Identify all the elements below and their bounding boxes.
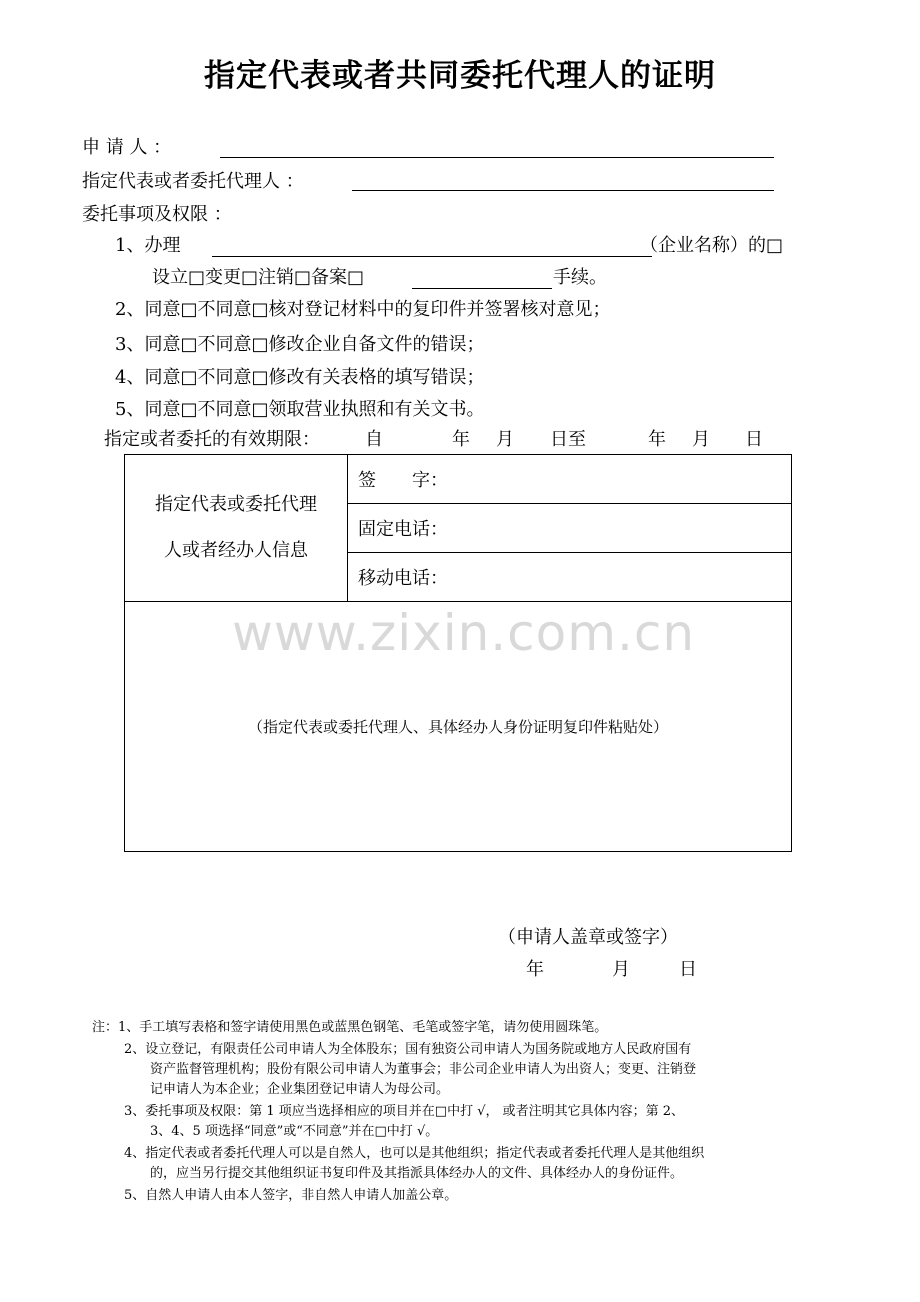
item1-other-field[interactable] — [412, 288, 552, 289]
note-5: 5、自然人申请人由本人签字，非自然人申请人加盖公章。 — [124, 1188, 458, 1203]
mobile-cell[interactable]: 移动电话： — [348, 553, 792, 602]
note-3-line2: 3、4、5 项选择“同意”或“不同意”并在□中打 √。 — [150, 1124, 439, 1139]
landline-cell[interactable]: 固定电话： — [348, 504, 792, 553]
note-4-line1: 4、指定代表或者委托代理人可以是自然人，也可以是其他组织；指定代表或者委托代理人是其他组织 — [124, 1146, 705, 1161]
validity-day1: 日至 — [550, 429, 586, 450]
item2: 2、同意□不同意□核对登记材料中的复印件并签署核对意见； — [115, 299, 611, 320]
item1-end: 手续。 — [553, 267, 607, 288]
validity-day2: 日 — [745, 429, 763, 450]
agent-info-header-line1: 指定代表或委托代理 — [155, 494, 317, 515]
watermark: www.zixin.com.cn — [232, 604, 696, 662]
item4: 4、同意□不同意□修改有关表格的填写错误； — [115, 367, 485, 388]
item1-prefix: 1、办理 — [115, 235, 181, 256]
seal-month: 月 — [612, 959, 630, 980]
validity-month1: 月 — [496, 429, 514, 450]
note-2-line3: 记申请人为本企业；企业集团登记申请人为母公司。 — [150, 1082, 450, 1097]
agent-field[interactable] — [352, 190, 774, 191]
agent-label: 指定代表或者委托代理人 ： — [82, 171, 304, 192]
item1-options: 设立□变更□注销□备案□ — [152, 267, 365, 288]
validity-year2: 年 — [648, 429, 666, 450]
item3: 3、同意□不同意□修改企业自备文件的错误； — [115, 334, 485, 355]
validity-month2: 月 — [692, 429, 710, 450]
company-name-field[interactable] — [212, 256, 652, 257]
applicant-label: 申 请 人 ： — [82, 137, 172, 158]
signature-cell[interactable]: 签 字： — [348, 455, 792, 504]
agent-info-header-line2: 人或者经办人信息 — [164, 540, 308, 561]
seal-label: （申请人盖章或签字） — [498, 927, 678, 948]
page-title: 指定代表或者共同委托代理人的证明 — [204, 58, 716, 94]
validity-label: 指定或者委托的有效期限： — [104, 429, 320, 450]
note-3-line1: 3、委托事项及权限：第 1 项应当选择相应的项目并在□中打 √， 或者注明其它具体内容；第 2、 — [124, 1104, 685, 1119]
note-1: 注：1、手工填写表格和签字请使用黑色或蓝黑色钢笔、毛笔或签字笔，请勿使用圆珠笔。 — [92, 1020, 608, 1035]
item1-suffix: （企业名称）的□ — [640, 235, 784, 256]
note-2-line2: 资产监督管理机构；股份有限公司申请人为董事会；非公司企业申请人为出资人；变更、注销登 — [150, 1062, 697, 1077]
paste-note: （指定代表或委托代理人、具体经办人身份证明复印件粘贴处） — [247, 718, 668, 736]
item5: 5、同意□不同意□领取营业执照和有关文书。 — [115, 399, 485, 420]
seal-day: 日 — [679, 959, 697, 980]
scope-label: 委托事项及权限 ： — [82, 204, 232, 225]
note-4-line2: 的，应当另行提交其他组织证书复印件及其指派具体经办人的文件、具体经办人的身份证件。 — [150, 1166, 684, 1181]
applicant-field[interactable] — [220, 157, 774, 158]
seal-year: 年 — [526, 959, 544, 980]
validity-year1: 年 — [452, 429, 470, 450]
validity-from: 自 — [365, 429, 383, 450]
agent-info-header — [125, 455, 348, 602]
note-2-line1: 2、设立登记，有限责任公司申请人为全体股东；国有独资公司申请人为国务院或地方人民政府国有 — [124, 1042, 692, 1057]
